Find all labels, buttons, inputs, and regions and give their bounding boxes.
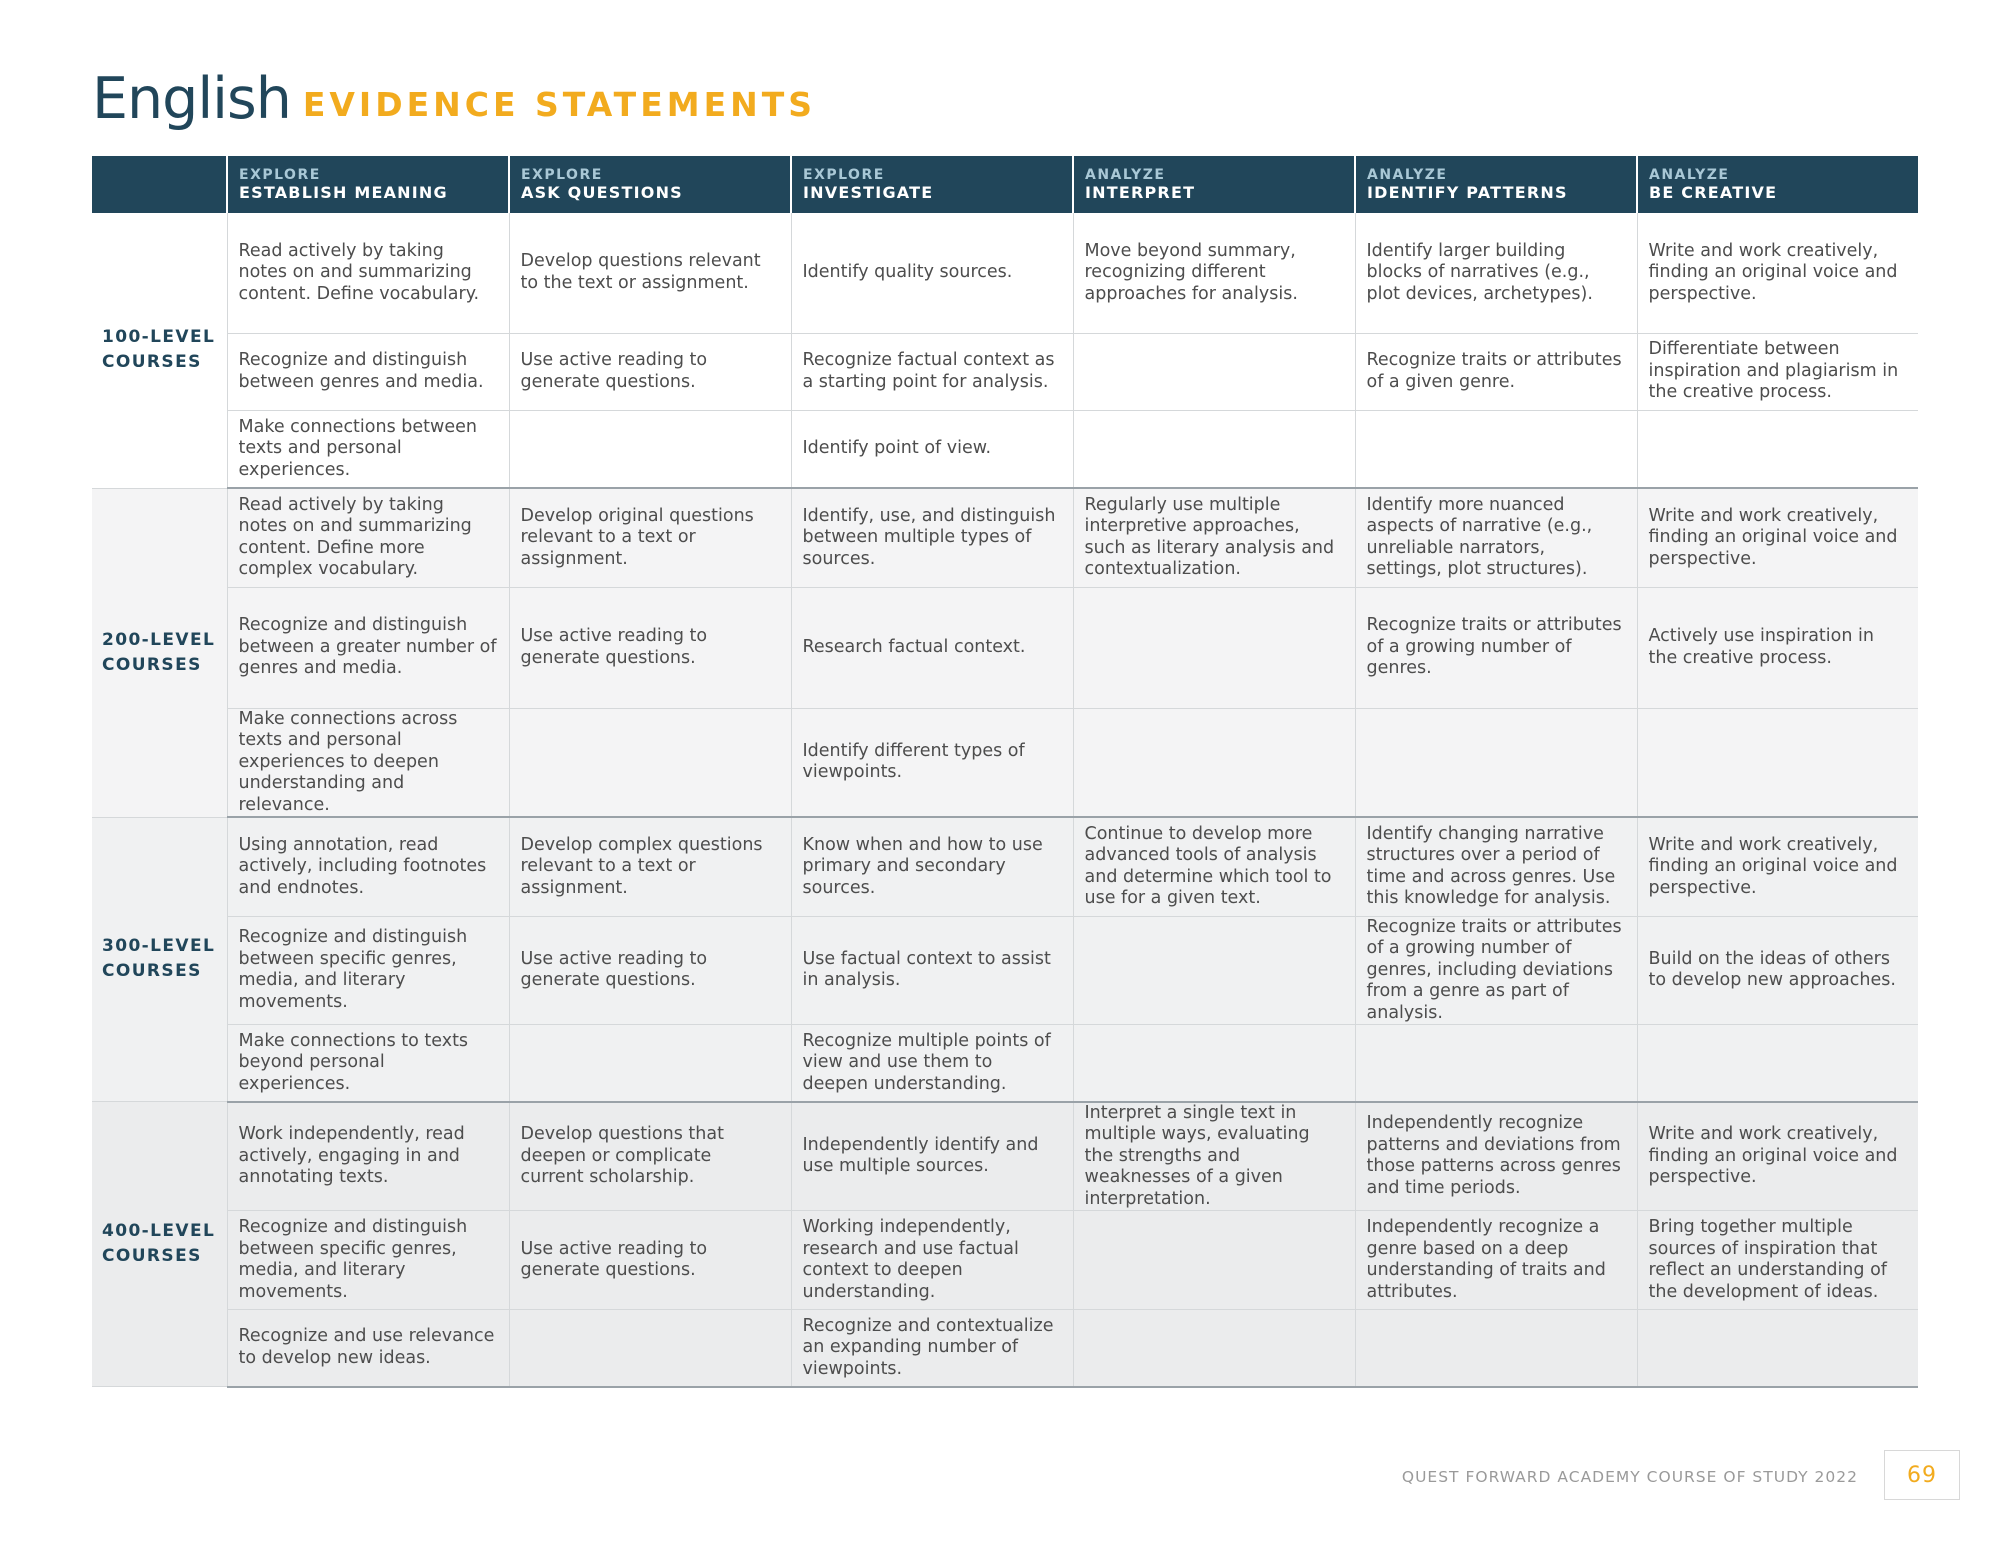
- table-cell: Use active reading to generate questions.: [509, 916, 791, 1025]
- table-cell: Make connections across texts and personal experiences to deepen understanding and relevance.: [227, 708, 509, 817]
- table-cell: [1637, 1025, 1918, 1102]
- table-cell: Work independently, read actively, engaging in and annotating texts.: [227, 1102, 509, 1211]
- table-cell: Use active reading to generate questions.: [509, 587, 791, 708]
- column-header-ask-questions: [509, 156, 791, 213]
- table-cell: Using annotation, read actively, including footnotes and endnotes.: [227, 817, 509, 916]
- table-cell: Develop questions relevant to the text or assignment.: [509, 213, 791, 333]
- subject-title: English: [92, 66, 291, 132]
- column-name: INVESTIGATE: [803, 183, 934, 202]
- section-title: EVIDENCE STATEMENTS: [302, 85, 817, 124]
- column-header-be-creative: [1637, 156, 1918, 213]
- table-cell: [1073, 1310, 1355, 1387]
- table-cell: Make connections to texts beyond personal experiences.: [227, 1025, 509, 1102]
- table-cell: [1073, 916, 1355, 1025]
- table-cell: Identify changing narrative structures over a period of time and across genres. Use this knowledge for analysis.: [1355, 817, 1637, 916]
- level-label-line1: 400-LEVEL: [102, 1221, 216, 1241]
- column-category: EXPLORE: [803, 167, 885, 183]
- table-cell: Move beyond summary, recognizing different approaches for analysis.: [1073, 213, 1355, 333]
- level-label-400: [92, 1102, 227, 1387]
- level-label-line1: 200-LEVEL: [102, 629, 216, 650]
- table-cell: Independently identify and use multiple sources.: [791, 1102, 1073, 1211]
- column-header-establish-meaning: [227, 156, 509, 213]
- table-cell: Use factual context to assist in analysis.: [791, 916, 1073, 1025]
- table-cell: Actively use inspiration in the creative process.: [1637, 587, 1918, 708]
- table-row: [92, 1211, 1918, 1310]
- level-label-200: [92, 488, 227, 817]
- table-cell: Recognize factual context as a starting point for analysis.: [791, 333, 1073, 410]
- table-cell: [1073, 587, 1355, 708]
- table-cell: Recognize traits or attributes of a growing number of genres.: [1355, 587, 1637, 708]
- table-cell: Identify, use, and distinguish between multiple types of sources.: [791, 488, 1073, 587]
- table-cell: [1073, 1025, 1355, 1102]
- table-cell: Recognize and contextualize an expanding number of viewpoints.: [791, 1310, 1073, 1387]
- table-cell: Differentiate between inspiration and plagiarism in the creative process.: [1637, 333, 1918, 410]
- table-cell: Identify different types of viewpoints.: [791, 708, 1073, 817]
- table-cell: Develop original questions relevant to a text or assignment.: [509, 488, 791, 587]
- table-cell: [509, 1310, 791, 1387]
- column-name: INTERPRET: [1085, 183, 1196, 202]
- table-cell: [509, 708, 791, 817]
- footer-publication-title: QUEST FORWARD ACADEMY COURSE OF STUDY 2022: [1401, 1468, 1858, 1486]
- table-cell: Recognize and distinguish between genres and media.: [227, 333, 509, 410]
- level-label-line1: 300-LEVEL: [102, 936, 216, 957]
- column-category: EXPLORE: [521, 167, 603, 183]
- table-cell: Use active reading to generate questions.: [509, 1211, 791, 1310]
- level-label-line1: 100-LEVEL: [102, 327, 216, 348]
- table-row: [92, 817, 1918, 916]
- table-cell: Write and work creatively, finding an original voice and perspective.: [1637, 213, 1918, 333]
- table-cell: [509, 410, 791, 488]
- table-cell: [1073, 708, 1355, 817]
- table-row: [92, 708, 1918, 817]
- table-cell: [1637, 410, 1918, 488]
- table-row: [92, 333, 1918, 410]
- table-cell: Working independently, research and use factual context to deepen understanding.: [791, 1211, 1073, 1310]
- table-cell: Use active reading to generate questions.: [509, 333, 791, 410]
- page-number: 69: [1884, 1450, 1960, 1500]
- column-category: ANALYZE: [1367, 167, 1448, 183]
- table-cell: Interpret a single text in multiple ways, evaluating the strengths and weaknesses of a given interpretation.: [1073, 1102, 1355, 1211]
- table-cell: Recognize traits or attributes of a growing number of genres, including deviations from a genre as part of analysis.: [1355, 916, 1637, 1025]
- table-cell: Recognize traits or attributes of a given genre.: [1355, 333, 1637, 410]
- table-cell: [1073, 410, 1355, 488]
- level-group-200: [92, 488, 1918, 817]
- level-label-line2: COURSES: [102, 1246, 202, 1266]
- table-cell: Recognize and distinguish between a greater number of genres and media.: [227, 587, 509, 708]
- column-name: IDENTIFY PATTERNS: [1367, 183, 1568, 202]
- table-cell: Recognize and use relevance to develop new ideas.: [227, 1310, 509, 1387]
- level-label-line2: COURSES: [102, 961, 202, 982]
- table-cell: [1073, 1211, 1355, 1310]
- table-cell: Bring together multiple sources of inspiration that reflect an understanding of the development of ideas.: [1637, 1211, 1918, 1310]
- table-cell: Regularly use multiple interpretive approaches, such as literary analysis and contextualization.: [1073, 488, 1355, 587]
- column-header-identify-patterns: [1355, 156, 1637, 213]
- table-row: [92, 916, 1918, 1025]
- table-row: [92, 1025, 1918, 1102]
- table-cell: Write and work creatively, finding an original voice and perspective.: [1637, 488, 1918, 587]
- table-cell: [509, 1025, 791, 1102]
- table-row: [92, 410, 1918, 488]
- column-name: ESTABLISH MEANING: [239, 183, 448, 202]
- level-label-line2: COURSES: [102, 654, 202, 675]
- table-cell: Write and work creatively, finding an original voice and perspective.: [1637, 817, 1918, 916]
- table-cell: [1637, 708, 1918, 817]
- column-category: EXPLORE: [239, 167, 321, 183]
- page-title: [92, 66, 816, 132]
- table-row: [92, 587, 1918, 708]
- table-cell: [1355, 708, 1637, 817]
- table-cell: Independently recognize a genre based on a deep understanding of traits and attributes.: [1355, 1211, 1637, 1310]
- level-label-line2: COURSES: [102, 352, 202, 373]
- column-category: ANALYZE: [1085, 167, 1166, 183]
- level-label-300: [92, 817, 227, 1102]
- table-cell: Identify larger building blocks of narratives (e.g., plot devices, archetypes).: [1355, 213, 1637, 333]
- column-name: BE CREATIVE: [1649, 183, 1778, 202]
- table-cell: Develop complex questions relevant to a text or assignment.: [509, 817, 791, 916]
- table-row: [92, 213, 1918, 333]
- table-cell: Build on the ideas of others to develop new approaches.: [1637, 916, 1918, 1025]
- table-cell: [1355, 410, 1637, 488]
- table-cell: Recognize and distinguish between specific genres, media, and literary movements.: [227, 1211, 509, 1310]
- table-cell: [1355, 1025, 1637, 1102]
- table-cell: Develop questions that deepen or complicate current scholarship.: [509, 1102, 791, 1211]
- column-category: ANALYZE: [1649, 167, 1730, 183]
- table-header-row: [92, 156, 1918, 213]
- table-cell: Write and work creatively, finding an original voice and perspective.: [1637, 1102, 1918, 1211]
- table-row: [92, 1310, 1918, 1387]
- table-cell: Recognize and distinguish between specific genres, media, and literary movements.: [227, 916, 509, 1025]
- table-cell: Identify more nuanced aspects of narrative (e.g., unreliable narrators, settings, plot structures).: [1355, 488, 1637, 587]
- table-cell: [1355, 1310, 1637, 1387]
- table-cell: Read actively by taking notes on and summarizing content. Define more complex vocabulary.: [227, 488, 509, 587]
- table-cell: Research factual context.: [791, 587, 1073, 708]
- table-cell: Identify point of view.: [791, 410, 1073, 488]
- column-name: ASK QUESTIONS: [521, 183, 683, 202]
- level-label-100: [92, 213, 227, 488]
- table-cell: Continue to develop more advanced tools of analysis and determine which tool to use for a given text.: [1073, 817, 1355, 916]
- table-cell: Recognize multiple points of view and use them to deepen understanding.: [791, 1025, 1073, 1102]
- level-group-100: [92, 213, 1918, 488]
- table-row: [92, 488, 1918, 587]
- table-cell: Read actively by taking notes on and summarizing content. Define vocabulary.: [227, 213, 509, 333]
- header-corner: [92, 156, 227, 213]
- table-cell: Make connections between texts and personal experiences.: [227, 410, 509, 488]
- table-cell: Know when and how to use primary and secondary sources.: [791, 817, 1073, 916]
- table-row: [92, 1102, 1918, 1211]
- column-header-interpret: [1073, 156, 1355, 213]
- table-cell: Independently recognize patterns and deviations from those patterns across genres and time periods.: [1355, 1102, 1637, 1211]
- level-group-400: [92, 1102, 1918, 1387]
- table-cell: Identify quality sources.: [791, 213, 1073, 333]
- evidence-statements-table: [92, 156, 1918, 1388]
- table-cell: [1073, 333, 1355, 410]
- table-cell: [1637, 1310, 1918, 1387]
- column-header-investigate: [791, 156, 1073, 213]
- level-group-300: [92, 817, 1918, 1102]
